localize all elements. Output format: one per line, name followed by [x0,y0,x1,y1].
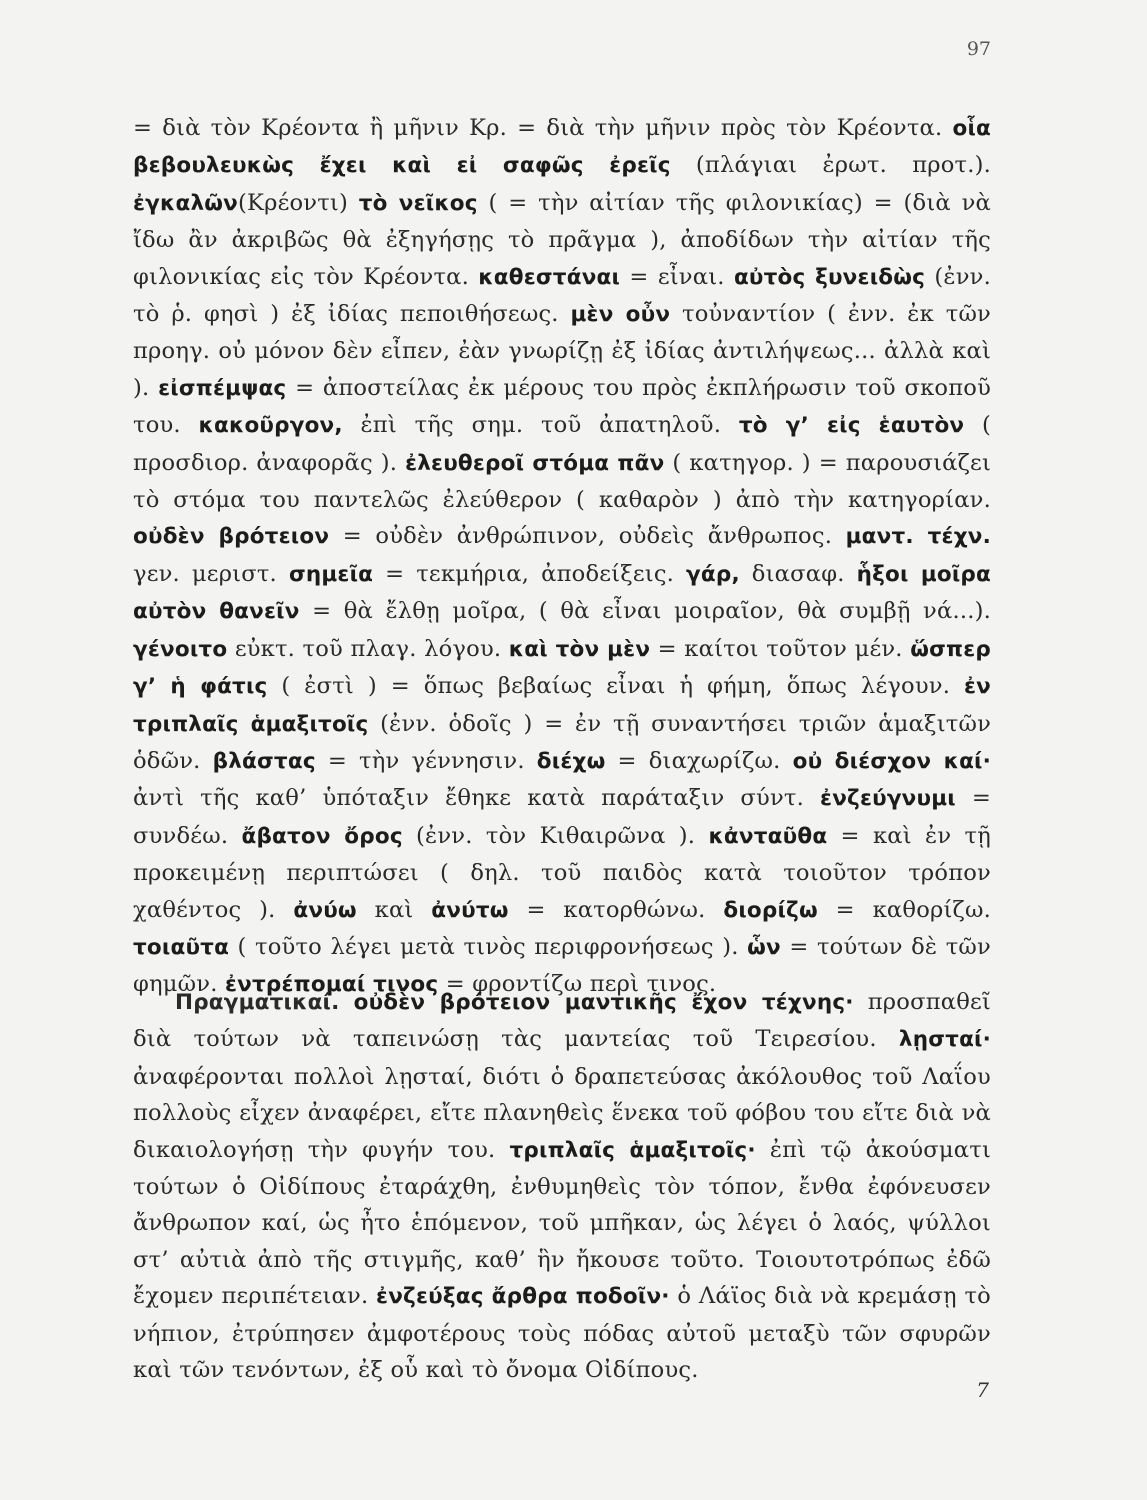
gloss-text: = καθορίζω. [817,896,991,923]
gloss-text: = τεκμήρια, ἀποδείξεις. [373,560,687,587]
gloss-text: (Κρέοντι) [238,189,359,216]
lemma-term: τριπλαῖς ἁμαξιτοῖς· [509,1137,756,1163]
gloss-text: καὶ [356,896,432,923]
lemma-term: αὐτὸς ξυνειδὼς [733,264,926,290]
lemma-term: διέχω [536,748,606,774]
gloss-text: ( ἐστὶ ) = ὅπως βεβαίως εἶναι ἡ φήμη, ὅπως λέγουν. [267,673,964,700]
gloss-text: ἀναφέρονται πολλοὶ λῃσταί, διότι ὁ δραπετεύσας ἀκόλουθος τοῦ Λαΐου πολλοὺς εἶχεν ἀναφέρει, εἴτε πλανηθεὶς ἕνεκα τοῦ φόβου του εἴτε διὰ νὰ δικαιολογήσῃ τὴν φυγήν του. [133,1063,991,1163]
gloss-text: = φροντίζω περὶ τινος. [438,971,717,998]
gloss-text: γεν. μεριστ. [133,560,289,587]
lemma-term: καθεστάναι [478,264,621,290]
lemma-term: ἐντρέπομαί τινος [224,972,439,998]
section-heading: Πραγματικαί. [175,990,340,1015]
lemma-term: ἀνύτω [431,897,509,923]
lemma-term: διορίζω [723,897,818,923]
lemma-term: ἐγκαλῶν [133,190,238,216]
lemma-term: ἄβατον ὄρος [241,823,403,849]
lemma-term: ἐνζεύγνυμι [820,786,956,812]
lemma-term: λῃσταί· [898,1027,991,1053]
gloss-text: προσπαθεῖ διὰ τούτων νὰ ταπεινώσῃ τὰς μαντείας τοῦ Τειρεσίου. [133,989,991,1053]
gloss-text: (ἐνν. τὸ ῥ. φησὶ ) ἐξ ἰδίας πεποιθήσεως. [133,263,991,328]
lemma-term: ἐνζεύξας ἄρθρα ποδοῖν· [376,1284,670,1310]
gloss-text: διασαφ. [739,560,857,587]
gloss-text: = τούτων δὲ τῶν φημῶν. [133,933,991,998]
lemma-term: μαντ. τέχν. [845,524,991,550]
lemma-term: ὥσπερ γ’ ἡ φάτις [133,636,991,700]
gloss-text: = καίτοι τοῦτον μέν. [650,635,911,662]
gloss-text: ( = τὴν αἰτίαν τῆς φιλονικίας) = (διὰ νὰ ἴδω ἂν ἀκριβῶς θὰ ἐξηγήσῃς τὸ πρᾶγμα ), ἀποδίδων τὴν αἰτίαν τῆς φιλονικίας εἰς τὸν Κρέοντα. [133,189,991,290]
gloss-text: = κατορθώνω. [508,896,724,923]
gloss-text: = καὶ ἐν τῇ προκειμένῃ περιπτώσει ( δηλ. τοῦ παιδὸς κατὰ τοιοῦτον τρόπον χαθέντος ). [133,822,991,923]
gloss-text: (πλάγιαι ἐρωτ. προτ.). [670,152,992,179]
lemma-term: εἰσπέμψας [158,375,287,401]
lemma-term: γάρ, [686,561,740,587]
gloss-text: = ἀποστείλας ἐκ μέρους του πρὸς ἐκπλήρωσιν τοῦ σκοποῦ του. [133,374,992,439]
lemma-term: ὧν [747,934,781,960]
lemma-term: ἐλευθεροῖ στόμα πᾶν [405,450,665,476]
lemma-term: κακοῦργον, [198,413,343,439]
gloss-text: ἐπὶ τῷ ἀκούσματι τούτων ὁ Οἰδίπους ἐταράχθη, ἐνθυμηθεὶς τὸν τόπον, ἔνθα ἐφόνευσεν ἄνθρωπον καί, ὡς ἦτο ἑπόμενον, τοῦ μπῆκαν, ὡς λέγει ὁ λαός, ψύλλοι στ’ αὐτιὰ ἀπὸ τῆς στιγμῆς, καθ’ ἣν ἤκουσε τοῦτο. Τοιουτοτρόπως ἐδῶ ἔχομεν περιπέτειαν. [133,1136,992,1310]
gloss-text: = τὴν γέννησιν. [315,747,537,774]
gloss-text: ( προσδιορ. ἀναφορᾶς ). [133,412,991,476]
glossary-block [133,110,991,1004]
gloss-text: (ἐνν. τὸν Κιθαιρῶνα ). [402,822,709,849]
lemma-term: μὲν οὖν [570,302,671,328]
page-number: 97 [966,38,991,60]
gloss-text: (ἐνν. ὁδοῖς ) = ἐν τῇ συναντήσει τριῶν ἁμαξιτῶν ὁδῶν. [133,710,992,774]
gloss-text: = θὰ ἔλθῃ μοῖρα, ( θὰ εἶναι μοιραῖον, θὰ συμβῇ νά...). [299,598,991,625]
lemma-term: τὸ νεῖκος [358,190,478,216]
lemma-term: κἀνταῦθα [708,823,828,849]
lemma-term: καὶ τὸν μὲν [508,636,651,662]
gloss-text: ἀντὶ τῆς καθ’ ὑπόταξιν ἔθηκε κατὰ παράταξιν σύντ. [133,785,821,812]
gloss-text: = συνδέω. [133,785,991,849]
printer-signature-mark: 7 [976,1378,989,1402]
lemma-term: οὐδὲν βρότειον [133,524,330,550]
lemma-term: οἷα βεβουλευκὼς ἔχει καὶ εἰ σαφῶς ἐρεῖς [133,116,991,179]
lemma-term: τοιαῦτα [133,934,230,960]
lemma-term: οὐδὲν βρότειον μαντικῆς ἔχον τέχνης· [353,990,854,1015]
lemma-term: ἀνύω [293,897,357,923]
gloss-text: ( τοῦτο λέγει μετὰ τινὸς περιφρονήσεως ). [229,933,748,960]
gloss-text: = διὰ τὸν Κρέοντα ἢ μῆνιν Κρ. = διὰ τὴν μῆνιν πρὸς τὸν Κρέοντα. [133,115,953,141]
lemma-term: σημεῖα [288,561,374,587]
lemma-term: τὸ γ’ εἰς ἑαυτὸν [738,413,965,439]
gloss-text: τοὐναντίον ( ἐνν. ἐκ τῶν προηγ. οὐ μόνον δὲν εἶπεν, ἐὰν γνωρίζῃ ἐξ ἰδίας ἀντιλήψεως... ἀλλὰ καὶ ). [133,301,991,401]
lemma-term: βλάστας [212,748,316,774]
gloss-text: εὐκτ. τοῦ πλαγ. λόγου. [227,635,509,662]
commentary-block [133,984,991,1388]
gloss-text [339,989,353,1015]
gloss-text: ( κατηγορ. ) = παρουσιάζει τὸ στόμα του παντελῶς ἐλεύθερον ( καθαρὸν ) ἀπὸ τὴν κατηγορίαν. [133,449,992,514]
commentary-paragraph [133,984,991,1388]
gloss-text: = οὐδὲν ἀνθρώπινον, οὐδεὶς ἄνθρωπος. [329,523,846,550]
lemma-term: οὐ διέσχον καί· [792,748,991,774]
glossary-paragraph [133,110,991,1004]
gloss-text: ὁ Λάϊος διὰ νὰ κρεμάσῃ τὸ νήπιον, ἐτρύπησεν ἀμφοτέρους τοὺς πόδας αὐτοῦ μεταξὺ τῶν σφυρῶν καὶ τῶν τενόντων, ἐξ οὗ καὶ τὸ ὄνομα Οἰδίπους. [133,1283,991,1384]
lemma-term: γένοιτο [133,636,228,662]
gloss-text: ἐπὶ τῆς σημ. τοῦ ἀπατηλοῦ. [342,412,739,439]
lemma-term: ἧξοι μοῖρα αὐτὸν θανεῖν [133,561,991,625]
gloss-text: = εἶναι. [620,263,734,290]
lemma-term: ἐν τριπλαῖς ἁμαξιτοῖς [133,674,991,737]
gloss-text: = διαχωρίζω. [605,747,793,774]
